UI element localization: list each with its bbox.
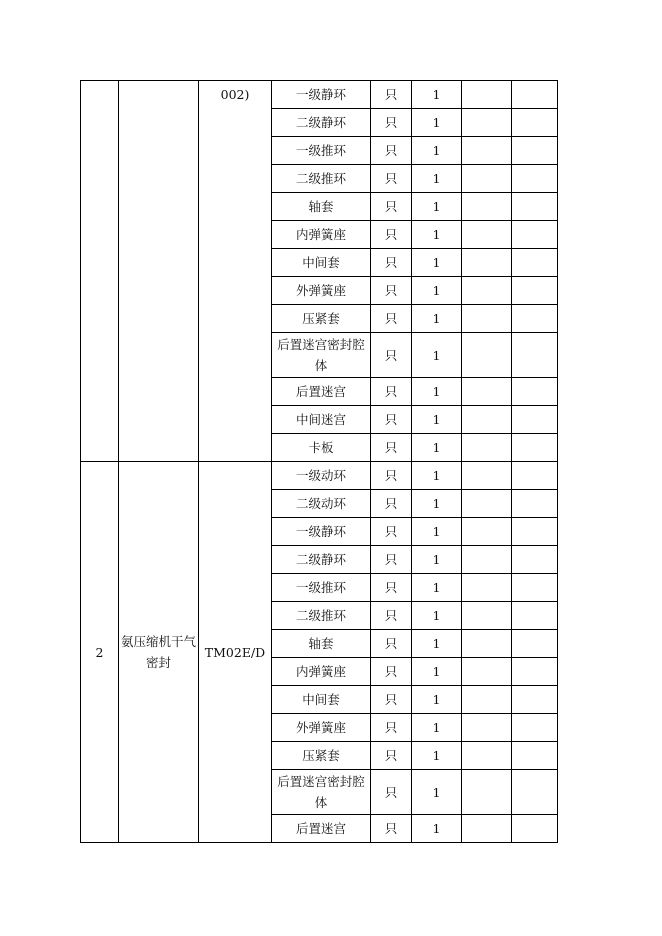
part-unit: 只	[371, 333, 412, 378]
item-model: TM02E/D	[199, 462, 272, 843]
empty-cell	[512, 602, 558, 630]
empty-cell	[512, 574, 558, 602]
empty-cell	[512, 490, 558, 518]
empty-cell	[512, 658, 558, 686]
empty-cell	[512, 249, 558, 277]
part-name: 内弹簧座	[272, 221, 371, 249]
part-unit: 只	[371, 742, 412, 770]
part-qty: 1	[412, 714, 462, 742]
empty-cell	[462, 714, 512, 742]
part-qty: 1	[412, 630, 462, 658]
empty-cell	[512, 305, 558, 333]
part-qty: 1	[412, 602, 462, 630]
empty-cell	[462, 630, 512, 658]
empty-cell	[512, 462, 558, 490]
empty-cell	[462, 602, 512, 630]
empty-cell	[512, 714, 558, 742]
empty-cell	[462, 742, 512, 770]
empty-cell	[462, 165, 512, 193]
empty-cell	[462, 81, 512, 109]
part-name: 二级推环	[272, 602, 371, 630]
part-name: 后置迷宫	[272, 815, 371, 843]
part-unit: 只	[371, 658, 412, 686]
part-unit: 只	[371, 406, 412, 434]
part-name: 轴套	[272, 630, 371, 658]
part-qty: 1	[412, 193, 462, 221]
empty-cell	[462, 490, 512, 518]
part-unit: 只	[371, 686, 412, 714]
part-qty: 1	[412, 815, 462, 843]
part-name: 轴套	[272, 193, 371, 221]
empty-cell	[512, 221, 558, 249]
part-unit: 只	[371, 305, 412, 333]
empty-cell	[512, 81, 558, 109]
part-unit: 只	[371, 221, 412, 249]
part-qty: 1	[412, 490, 462, 518]
empty-cell	[512, 518, 558, 546]
part-qty: 1	[412, 137, 462, 165]
table-row	[81, 462, 558, 490]
empty-cell	[462, 406, 512, 434]
empty-cell	[462, 249, 512, 277]
part-qty: 1	[412, 406, 462, 434]
part-name: 二级推环	[272, 165, 371, 193]
table-row	[81, 81, 558, 109]
part-name: 压紧套	[272, 305, 371, 333]
part-unit: 只	[371, 462, 412, 490]
empty-cell	[512, 546, 558, 574]
part-qty: 1	[412, 81, 462, 109]
part-qty: 1	[412, 378, 462, 406]
part-unit: 只	[371, 137, 412, 165]
empty-cell	[462, 686, 512, 714]
part-qty: 1	[412, 333, 462, 378]
empty-cell	[512, 406, 558, 434]
part-unit: 只	[371, 714, 412, 742]
item-name	[119, 81, 199, 462]
empty-cell	[512, 630, 558, 658]
empty-cell	[462, 333, 512, 378]
empty-cell	[512, 434, 558, 462]
empty-cell	[512, 109, 558, 137]
empty-cell	[512, 193, 558, 221]
part-name: 一级推环	[272, 137, 371, 165]
empty-cell	[462, 109, 512, 137]
part-unit: 只	[371, 378, 412, 406]
part-qty: 1	[412, 658, 462, 686]
part-unit: 只	[371, 277, 412, 305]
part-unit: 只	[371, 109, 412, 137]
empty-cell	[512, 742, 558, 770]
part-qty: 1	[412, 109, 462, 137]
empty-cell	[512, 333, 558, 378]
part-unit: 只	[371, 249, 412, 277]
empty-cell	[462, 815, 512, 843]
part-name: 内弹簧座	[272, 658, 371, 686]
part-qty: 1	[412, 462, 462, 490]
part-unit: 只	[371, 546, 412, 574]
part-name: 二级静环	[272, 546, 371, 574]
item-model: 002)	[199, 81, 272, 462]
empty-cell	[512, 378, 558, 406]
part-unit: 只	[371, 630, 412, 658]
part-unit: 只	[371, 193, 412, 221]
empty-cell	[462, 546, 512, 574]
part-name: 后置迷宫	[272, 378, 371, 406]
empty-cell	[462, 434, 512, 462]
empty-cell	[462, 277, 512, 305]
part-unit: 只	[371, 602, 412, 630]
item-name: 氨压缩机干气密封	[119, 462, 199, 843]
spare-parts-table	[80, 80, 558, 843]
part-name: 中间迷宫	[272, 406, 371, 434]
part-qty: 1	[412, 305, 462, 333]
part-qty: 1	[412, 518, 462, 546]
empty-cell	[462, 137, 512, 165]
part-qty: 1	[412, 249, 462, 277]
part-name: 后置迷宫密封腔体	[272, 770, 371, 815]
part-name: 卡板	[272, 434, 371, 462]
part-unit: 只	[371, 81, 412, 109]
empty-cell	[462, 193, 512, 221]
part-unit: 只	[371, 434, 412, 462]
part-name: 中间套	[272, 249, 371, 277]
part-name: 中间套	[272, 686, 371, 714]
part-name: 一级静环	[272, 81, 371, 109]
part-qty: 1	[412, 221, 462, 249]
part-name: 二级静环	[272, 109, 371, 137]
empty-cell	[462, 221, 512, 249]
part-name: 一级静环	[272, 518, 371, 546]
item-index: 2	[81, 462, 119, 843]
empty-cell	[512, 165, 558, 193]
part-name: 一级动环	[272, 462, 371, 490]
empty-cell	[462, 770, 512, 815]
empty-cell	[462, 574, 512, 602]
empty-cell	[462, 378, 512, 406]
part-unit: 只	[371, 770, 412, 815]
empty-cell	[462, 462, 512, 490]
empty-cell	[512, 815, 558, 843]
part-qty: 1	[412, 165, 462, 193]
part-name: 二级动环	[272, 490, 371, 518]
part-qty: 1	[412, 546, 462, 574]
part-unit: 只	[371, 815, 412, 843]
part-name: 一级推环	[272, 574, 371, 602]
empty-cell	[512, 277, 558, 305]
part-name: 压紧套	[272, 742, 371, 770]
part-qty: 1	[412, 770, 462, 815]
part-unit: 只	[371, 165, 412, 193]
part-name: 后置迷宫密封腔体	[272, 333, 371, 378]
part-qty: 1	[412, 277, 462, 305]
part-name: 外弹簧座	[272, 714, 371, 742]
part-unit: 只	[371, 490, 412, 518]
empty-cell	[462, 658, 512, 686]
empty-cell	[512, 686, 558, 714]
part-qty: 1	[412, 434, 462, 462]
empty-cell	[462, 518, 512, 546]
item-index	[81, 81, 119, 462]
part-qty: 1	[412, 574, 462, 602]
part-unit: 只	[371, 518, 412, 546]
part-name: 外弹簧座	[272, 277, 371, 305]
empty-cell	[512, 770, 558, 815]
part-qty: 1	[412, 742, 462, 770]
part-qty: 1	[412, 686, 462, 714]
part-unit: 只	[371, 574, 412, 602]
empty-cell	[462, 305, 512, 333]
empty-cell	[512, 137, 558, 165]
